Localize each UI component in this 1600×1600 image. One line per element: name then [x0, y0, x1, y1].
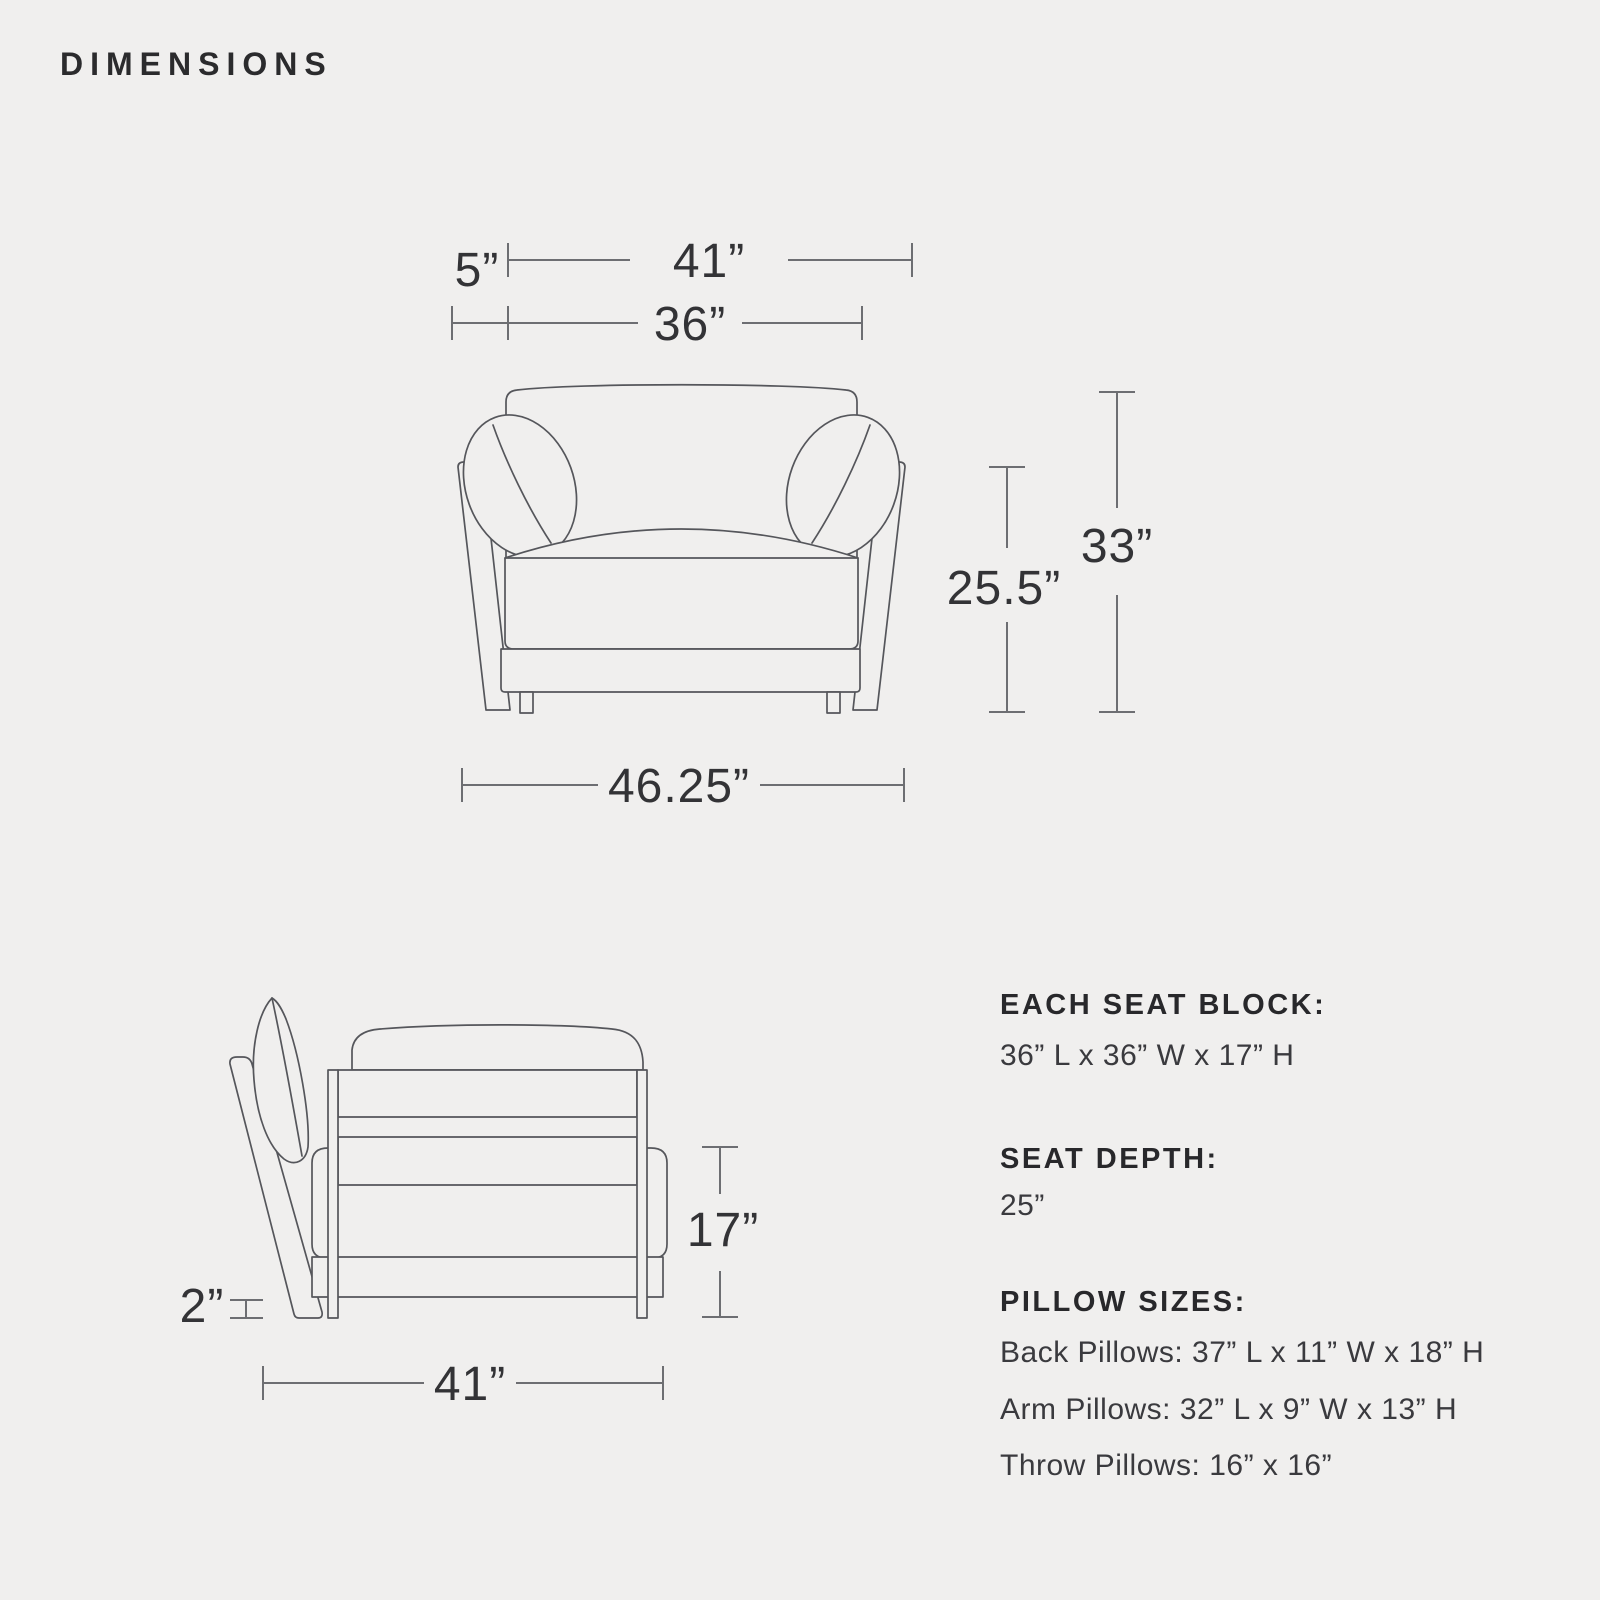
armchair-front-view-drawing [444, 385, 918, 713]
side-leg-height-label: 2” [179, 1280, 225, 1333]
page-title: DIMENSIONS [60, 46, 333, 82]
seat-depth-heading: SEAT DEPTH: [1000, 1143, 1219, 1175]
side-arm-rail-middle [338, 1137, 637, 1185]
front-overall-height-label: 33” [1080, 520, 1154, 573]
side-depth-label: 41” [433, 1358, 507, 1411]
front-arm-width-label: 5” [454, 244, 500, 297]
front-overall-width-label: 46.25” [607, 760, 751, 813]
front-right-leg [827, 692, 840, 713]
front-back-width-label: 41” [672, 235, 746, 288]
front-base-rail [501, 649, 860, 692]
side-arm-rail-top [338, 1070, 637, 1117]
armchair-side-view-drawing [230, 998, 667, 1318]
front-left-leg [520, 692, 533, 713]
side-seat-height-label: 17” [686, 1204, 760, 1257]
seat-block-value: 36” L x 36” W x 17” H [1000, 1039, 1295, 1072]
arm-pillows-value: Arm Pillows: 32” L x 9” W x 13” H [1000, 1393, 1458, 1426]
front-cushion-width-label: 36” [653, 298, 727, 351]
side-front-post [637, 1070, 647, 1318]
throw-pillows-value: Throw Pillows: 16” x 16” [1000, 1449, 1333, 1482]
seat-block-heading: EACH SEAT BLOCK: [1000, 989, 1327, 1021]
seat-depth-value: 25” [1000, 1189, 1045, 1222]
side-back-post [328, 1070, 338, 1318]
side-base-box [312, 1257, 663, 1297]
front-seat-cushion [505, 529, 858, 649]
side-backrest-cushion [352, 1025, 643, 1070]
front-arm-height-label: 25.5” [946, 562, 1062, 615]
pillow-sizes-heading: PILLOW SIZES: [1000, 1286, 1247, 1318]
back-pillows-value: Back Pillows: 37” L x 11” W x 18” H [1000, 1336, 1485, 1369]
